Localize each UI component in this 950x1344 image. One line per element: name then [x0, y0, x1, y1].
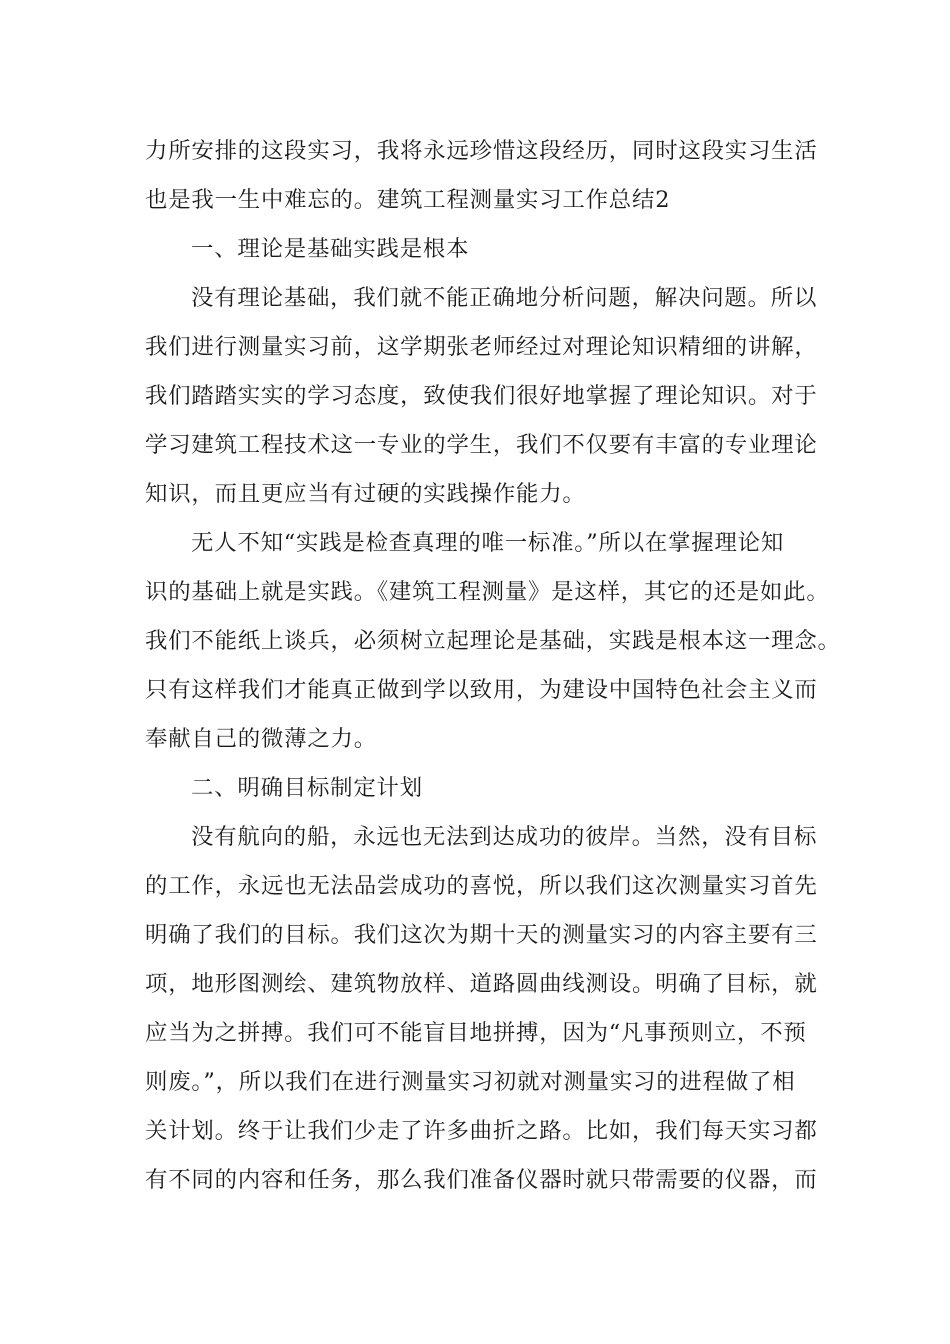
text-line: 只有这样我们才能真正做到学以致用，为建设中国特色社会主义而: [145, 677, 818, 703]
text-line: 我们不能纸上谈兵，必须树立起理论是基础，实践是根本这一理念。: [145, 628, 841, 654]
text-line: 也是我一生中难忘的。建筑工程测量实习工作总结2: [145, 187, 671, 213]
section-heading: 一、理论是基础实践是根本: [191, 236, 470, 262]
section-heading: 二、明确目标制定计划: [191, 775, 423, 801]
text-line: 没有理论基础，我们就不能正确地分析问题，解决问题。所以: [191, 285, 818, 311]
text-line: 奉献自己的微薄之力。: [145, 726, 377, 752]
document-body: [145, 127, 841, 1205]
text-line: 明确了我们的目标。我们这次为期十天的测量实习的内容主要有三: [145, 922, 818, 948]
text-line: 我们踏踏实实的学习态度，致使我们很好地掌握了理论知识。对于: [145, 383, 818, 409]
text-line: 我们进行测量实习前，这学期张老师经过对理论知识精细的讲解，: [145, 334, 818, 360]
text-line: 则废。”，所以我们在进行测量实习初就对测量实习的进程做了相: [145, 1069, 796, 1095]
text-line: 应当为之拼搏。我们可不能盲目地拼搏，因为“凡事预则立，不预: [145, 1020, 807, 1046]
text-line: 关计划。终于让我们少走了许多曲折之路。比如，我们每天实习都: [145, 1118, 818, 1144]
text-line: 无人不知“实践是检查真理的唯一标准。”所以在掌握理论知: [191, 530, 785, 556]
text-line: 有不同的内容和任务，那么我们准备仪器时就只带需要的仪器，而: [145, 1167, 818, 1193]
text-line: 识的基础上就是实践。《建筑工程测量》是这样，其它的还是如此。: [145, 579, 830, 605]
text-line: 项，地形图测绘、建筑物放样、道路圆曲线测设。明确了目标，就: [145, 971, 818, 997]
text-line: 没有航向的船，永远也无法到达成功的彼岸。当然，没有目标: [191, 824, 818, 850]
text-line: 知识，而且更应当有过硬的实践操作能力。: [145, 481, 586, 507]
text-line: 学习建筑工程技术这一专业的学生，我们不仅要有丰富的专业理论: [145, 432, 818, 458]
text-line: 力所安排的这段实习，我将永远珍惜这段经历，同时这段实习生活: [145, 138, 818, 164]
text-line: 的工作，永远也无法品尝成功的喜悦，所以我们这次测量实习首先: [145, 873, 818, 899]
